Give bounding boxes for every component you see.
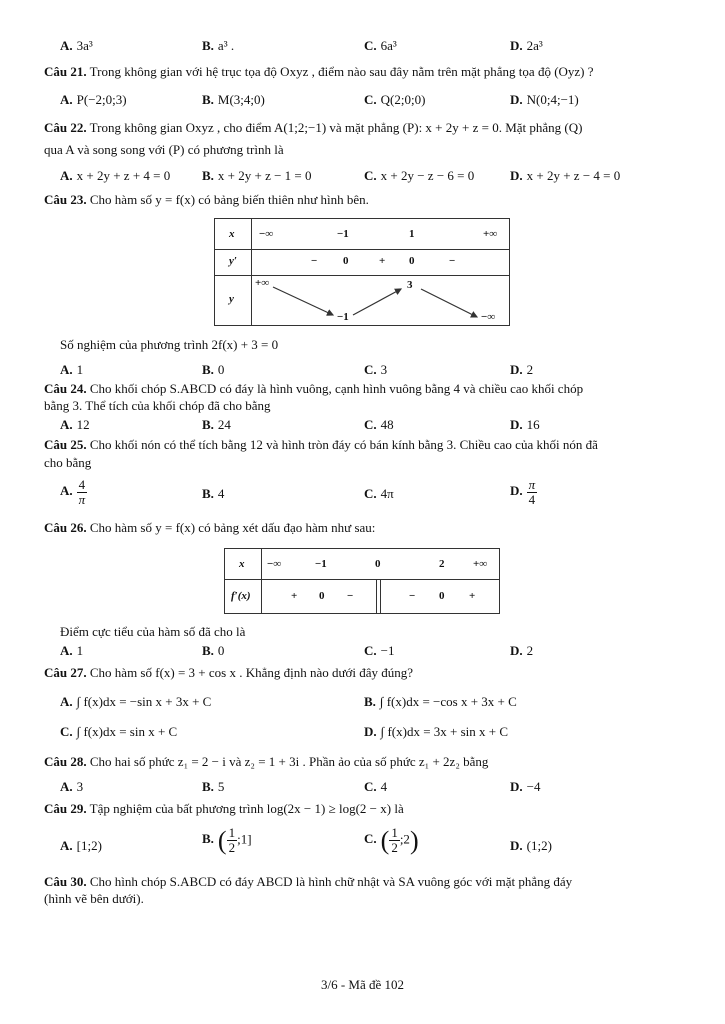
question-number: Câu 22. — [44, 120, 87, 135]
option-label: D. — [510, 362, 523, 377]
q29-option-a — [60, 838, 102, 853]
x-value: −∞ — [267, 558, 282, 570]
option-label: C. — [364, 168, 377, 183]
q21-option-a — [60, 92, 127, 107]
q21-option-c — [364, 92, 425, 107]
denominator: 4 — [528, 492, 536, 507]
q22-option-b — [202, 168, 312, 183]
question-number: Câu 21. — [44, 64, 87, 79]
q24-stem-line2 — [44, 398, 684, 413]
option-text: N(0;4;−1) — [526, 92, 579, 107]
q24-option-d — [510, 417, 540, 432]
option-text: 48 — [380, 417, 394, 432]
sign-value: + — [379, 255, 386, 267]
option-text: 3 — [380, 362, 388, 377]
question-number: Câu 28. — [44, 754, 87, 769]
question-number: Câu 25. — [44, 437, 87, 452]
q23-option-d — [510, 362, 533, 377]
option-text: ∫ f(x)dx = −sin x + 3x + C — [76, 694, 212, 709]
option-text: P(−2;0;3) — [76, 92, 127, 107]
option-label: B. — [202, 168, 214, 183]
option-label: B. — [202, 92, 214, 107]
question-text: Cho hàm số f(x) = 3 + cos x . Khẳng định nào dưới đây đúng? — [89, 665, 414, 680]
question-text: Cho hình chóp S.ABCD có đáy ABCD là hình chữ nhật và SA vuông góc với mặt phẳng đáy — [89, 874, 573, 889]
option-text: 4 — [217, 486, 225, 501]
option-text: M(3;4;0) — [217, 92, 265, 107]
option-label: B. — [202, 38, 214, 53]
question-number: Câu 23. — [44, 192, 87, 207]
close-paren: ) — [409, 826, 419, 855]
q20-option-d — [510, 38, 543, 53]
option-label: C. — [364, 831, 377, 847]
q25-option-b — [202, 486, 224, 501]
decreasing-arrow — [273, 287, 333, 315]
fraction — [527, 478, 538, 507]
option-label: A. — [60, 38, 73, 53]
numerator: 1 — [391, 825, 398, 840]
x-value: 1 — [409, 228, 415, 240]
question-text: Cho hàm số y = f(x) có bảng biến thiên như hình bên. — [89, 192, 369, 207]
option-label: B. — [202, 831, 214, 847]
question-text: Tập nghiệm của bất phương trình log(2x − 1) ≥ log(2 − x) là — [89, 801, 404, 816]
q26-option-c — [364, 643, 394, 658]
q26-prompt — [60, 624, 700, 639]
q22-option-d — [510, 168, 620, 183]
x-value: −∞ — [259, 228, 274, 240]
option-text: ∫ f(x)dx = 3x + sin x + C — [380, 724, 509, 739]
question-text: Trong không gian với hệ trục tọa độ Oxyz , điểm nào sau đây nằm trên mặt phẳng tọa độ (Oyz) ? — [89, 64, 594, 79]
q20-option-b — [202, 38, 234, 53]
option-label: B. — [202, 486, 214, 501]
fraction — [389, 826, 400, 855]
page-footer: 3/6 - Mã đề 102 — [320, 977, 405, 992]
sign-value: + — [291, 590, 298, 602]
q28-option-d — [510, 779, 540, 794]
option-label: A. — [60, 362, 73, 377]
option-label: D. — [510, 643, 523, 658]
option-text: 3a³ — [76, 38, 93, 53]
option-label: B. — [202, 362, 214, 377]
option-text: 2 — [526, 643, 534, 658]
question-text: Cho khối chóp S.ABCD có đáy là hình vuông, cạnh hình vuông bằng 4 và chiều cao khối chóp — [89, 381, 584, 396]
q23-stem — [44, 192, 684, 207]
option-label: A. — [60, 643, 73, 658]
option-text: −1 — [380, 643, 395, 658]
y-value: 3 — [407, 279, 413, 291]
question-text: Số nghiệm của phương trình 2f(x) + 3 = 0 — [60, 337, 279, 352]
option-text: ;2 — [399, 831, 410, 847]
option-text: x + 2y + z − 1 = 0 — [217, 168, 312, 183]
option-label: D. — [510, 168, 523, 183]
option-label: D. — [364, 724, 377, 739]
q29-option-d — [510, 838, 552, 853]
sign-value: − — [409, 590, 416, 602]
open-paren: ( — [380, 826, 390, 855]
option-text: 1 — [76, 643, 84, 658]
increasing-arrow — [353, 289, 401, 315]
question-text: Cho hai số phức z₁ = 2 − i và z₂ = 1 + 3i . Phần ảo của số phức z₁ + 2z₂ bằng — [89, 754, 489, 769]
option-text: (1;2) — [526, 838, 552, 853]
sign-value: 0 — [319, 590, 325, 602]
question-number: Câu 29. — [44, 801, 87, 816]
question-number: Câu 24. — [44, 381, 87, 396]
q28-option-b — [202, 779, 224, 794]
q25-stem-line1 — [44, 437, 684, 452]
option-label: D. — [510, 92, 523, 107]
option-label: C. — [364, 38, 377, 53]
q25-stem-line2 — [44, 455, 684, 470]
option-text: 16 — [526, 417, 540, 432]
option-label: D. — [510, 779, 523, 794]
q27-stem — [44, 665, 684, 680]
option-label: D. — [510, 38, 523, 53]
q26-option-d — [510, 643, 533, 658]
option-label: A. — [60, 92, 73, 107]
option-text: 5 — [217, 779, 225, 794]
option-label: D. — [510, 417, 523, 432]
denominator: 2 — [391, 840, 398, 855]
question-text: bằng 3. Thể tích của khối chóp đã cho bằng — [44, 398, 271, 413]
option-label: A. — [60, 483, 73, 499]
q29-stem — [44, 801, 684, 816]
q29-option-b — [202, 826, 252, 855]
question-text: Cho khối nón có thể tích bằng 12 và hình tròn đáy có bán kính bằng 3. Chiều cao của khối nón đã — [89, 437, 598, 452]
q28-stem — [44, 754, 684, 769]
option-label: A. — [60, 168, 73, 183]
option-text: ∫ f(x)dx = −cos x + 3x + C — [379, 694, 517, 709]
q28-option-a — [60, 779, 83, 794]
q27-option-a — [60, 694, 211, 709]
q26-sign-table — [224, 548, 500, 614]
q21-option-d — [510, 92, 579, 107]
q28-option-c — [364, 779, 387, 794]
sign-value: 0 — [439, 590, 445, 602]
x-value: −1 — [337, 228, 349, 240]
x-row-label: x — [239, 558, 245, 570]
q24-option-b — [202, 417, 231, 432]
sign-value: + — [469, 590, 476, 602]
q23-option-c — [364, 362, 387, 377]
x-value: 2 — [439, 558, 445, 570]
q25-option-c — [364, 486, 394, 501]
question-number: Câu 27. — [44, 665, 87, 680]
numerator: 4 — [78, 477, 86, 492]
derivative-row-label: y′ — [229, 255, 237, 267]
option-text: 6a³ — [380, 38, 397, 53]
option-label: A. — [60, 694, 73, 709]
question-text: (hình vẽ bên dưới). — [44, 891, 144, 906]
q23-prompt — [60, 337, 700, 352]
q24-option-a — [60, 417, 90, 432]
q24-option-c — [364, 417, 394, 432]
option-text: 0 — [217, 362, 225, 377]
fraction — [227, 826, 238, 855]
question-text: cho bằng — [44, 455, 92, 470]
option-label: C. — [364, 362, 377, 377]
sign-value: − — [311, 255, 318, 267]
option-label: A. — [60, 417, 73, 432]
x-value: −1 — [315, 558, 327, 570]
decreasing-arrow — [421, 289, 477, 317]
fraction — [77, 478, 88, 507]
q23-option-a — [60, 362, 83, 377]
sign-value: − — [347, 590, 354, 602]
numerator: 1 — [228, 825, 236, 840]
q30-stem-line2 — [44, 891, 684, 906]
question-text: qua A và song song với (P) có phương trình là — [44, 142, 284, 157]
denominator: 2 — [228, 840, 236, 855]
q25-option-d — [510, 478, 537, 507]
option-text: 2a³ — [526, 38, 543, 53]
q27-option-b — [364, 694, 517, 709]
question-number: Câu 26. — [44, 520, 87, 535]
option-label: B. — [364, 694, 376, 709]
q22-stem-line2 — [44, 142, 684, 157]
question-text: Cho hàm số y = f(x) có bảng xét dấu đạo hàm như sau: — [89, 520, 376, 535]
question-number: Câu 30. — [44, 874, 87, 889]
q24-stem-line1 — [44, 381, 684, 396]
option-label: A. — [60, 779, 73, 794]
q23-option-b — [202, 362, 224, 377]
y-value: −∞ — [481, 311, 496, 323]
option-text: x + 2y + z − 4 = 0 — [526, 168, 621, 183]
option-text: Q(2;0;0) — [380, 92, 426, 107]
question-text: Trong không gian Oxyz , cho điểm A(1;2;−1) và mặt phẳng (P): x + 2y + z = 0. Mặt phẳng (Q) — [89, 120, 583, 135]
x-row-label: x — [229, 228, 235, 240]
option-label: C. — [364, 643, 377, 658]
y-value: +∞ — [255, 277, 270, 289]
option-label: C. — [364, 486, 377, 501]
q20-option-c — [364, 38, 397, 53]
option-text: a³ . — [217, 38, 235, 53]
option-label: C. — [60, 724, 73, 739]
x-value: +∞ — [483, 228, 498, 240]
option-label: C. — [364, 92, 377, 107]
sign-value: − — [449, 255, 456, 267]
q30-stem-line1 — [44, 874, 684, 889]
variation-arrows — [215, 219, 509, 325]
q25-option-a — [60, 478, 87, 507]
q20-option-a — [60, 38, 93, 53]
option-text: 3 — [76, 779, 84, 794]
y-value: −1 — [337, 311, 349, 323]
numerator: π — [528, 477, 536, 492]
option-label: D. — [510, 838, 523, 853]
q21-option-b — [202, 92, 265, 107]
option-text: −4 — [526, 779, 541, 794]
option-text: 12 — [76, 417, 90, 432]
x-value: 0 — [375, 558, 381, 570]
sign-value: 0 — [343, 255, 349, 267]
option-text: 4 — [380, 779, 388, 794]
option-text: ;1] — [237, 831, 252, 847]
option-text: [1;2) — [76, 838, 102, 853]
option-label: D. — [510, 483, 523, 499]
option-label: C. — [364, 779, 377, 794]
option-text: ∫ f(x)dx = sin x + C — [76, 724, 178, 739]
q23-variation-table — [214, 218, 510, 326]
q26-option-a — [60, 643, 83, 658]
option-text: x + 2y + z + 4 = 0 — [76, 168, 171, 183]
option-label: B. — [202, 779, 214, 794]
option-text: 1 — [76, 362, 84, 377]
option-text: x + 2y − z − 6 = 0 — [380, 168, 475, 183]
q22-option-a — [60, 168, 170, 183]
q29-option-c — [364, 826, 419, 855]
option-text: 0 — [217, 643, 225, 658]
q26-stem — [44, 520, 684, 535]
option-label: C. — [364, 417, 377, 432]
option-text: 4π — [380, 486, 394, 501]
q22-option-c — [364, 168, 474, 183]
q21-stem — [44, 64, 684, 79]
option-label: B. — [202, 417, 214, 432]
option-text: 2 — [526, 362, 534, 377]
q27-option-d — [364, 724, 508, 739]
function-row-label: y — [229, 293, 234, 305]
q26-option-b — [202, 643, 224, 658]
sign-value: 0 — [409, 255, 415, 267]
question-text: Điểm cực tiểu của hàm số đã cho là — [60, 624, 246, 639]
option-label: A. — [60, 838, 73, 853]
derivative-row-label: f′(x) — [231, 590, 251, 602]
open-paren: ( — [217, 826, 227, 855]
q27-option-c — [60, 724, 177, 739]
q22-stem-line1 — [44, 120, 684, 135]
option-label: B. — [202, 643, 214, 658]
x-value: +∞ — [473, 558, 488, 570]
denominator: π — [78, 492, 86, 507]
option-text: 24 — [217, 417, 231, 432]
